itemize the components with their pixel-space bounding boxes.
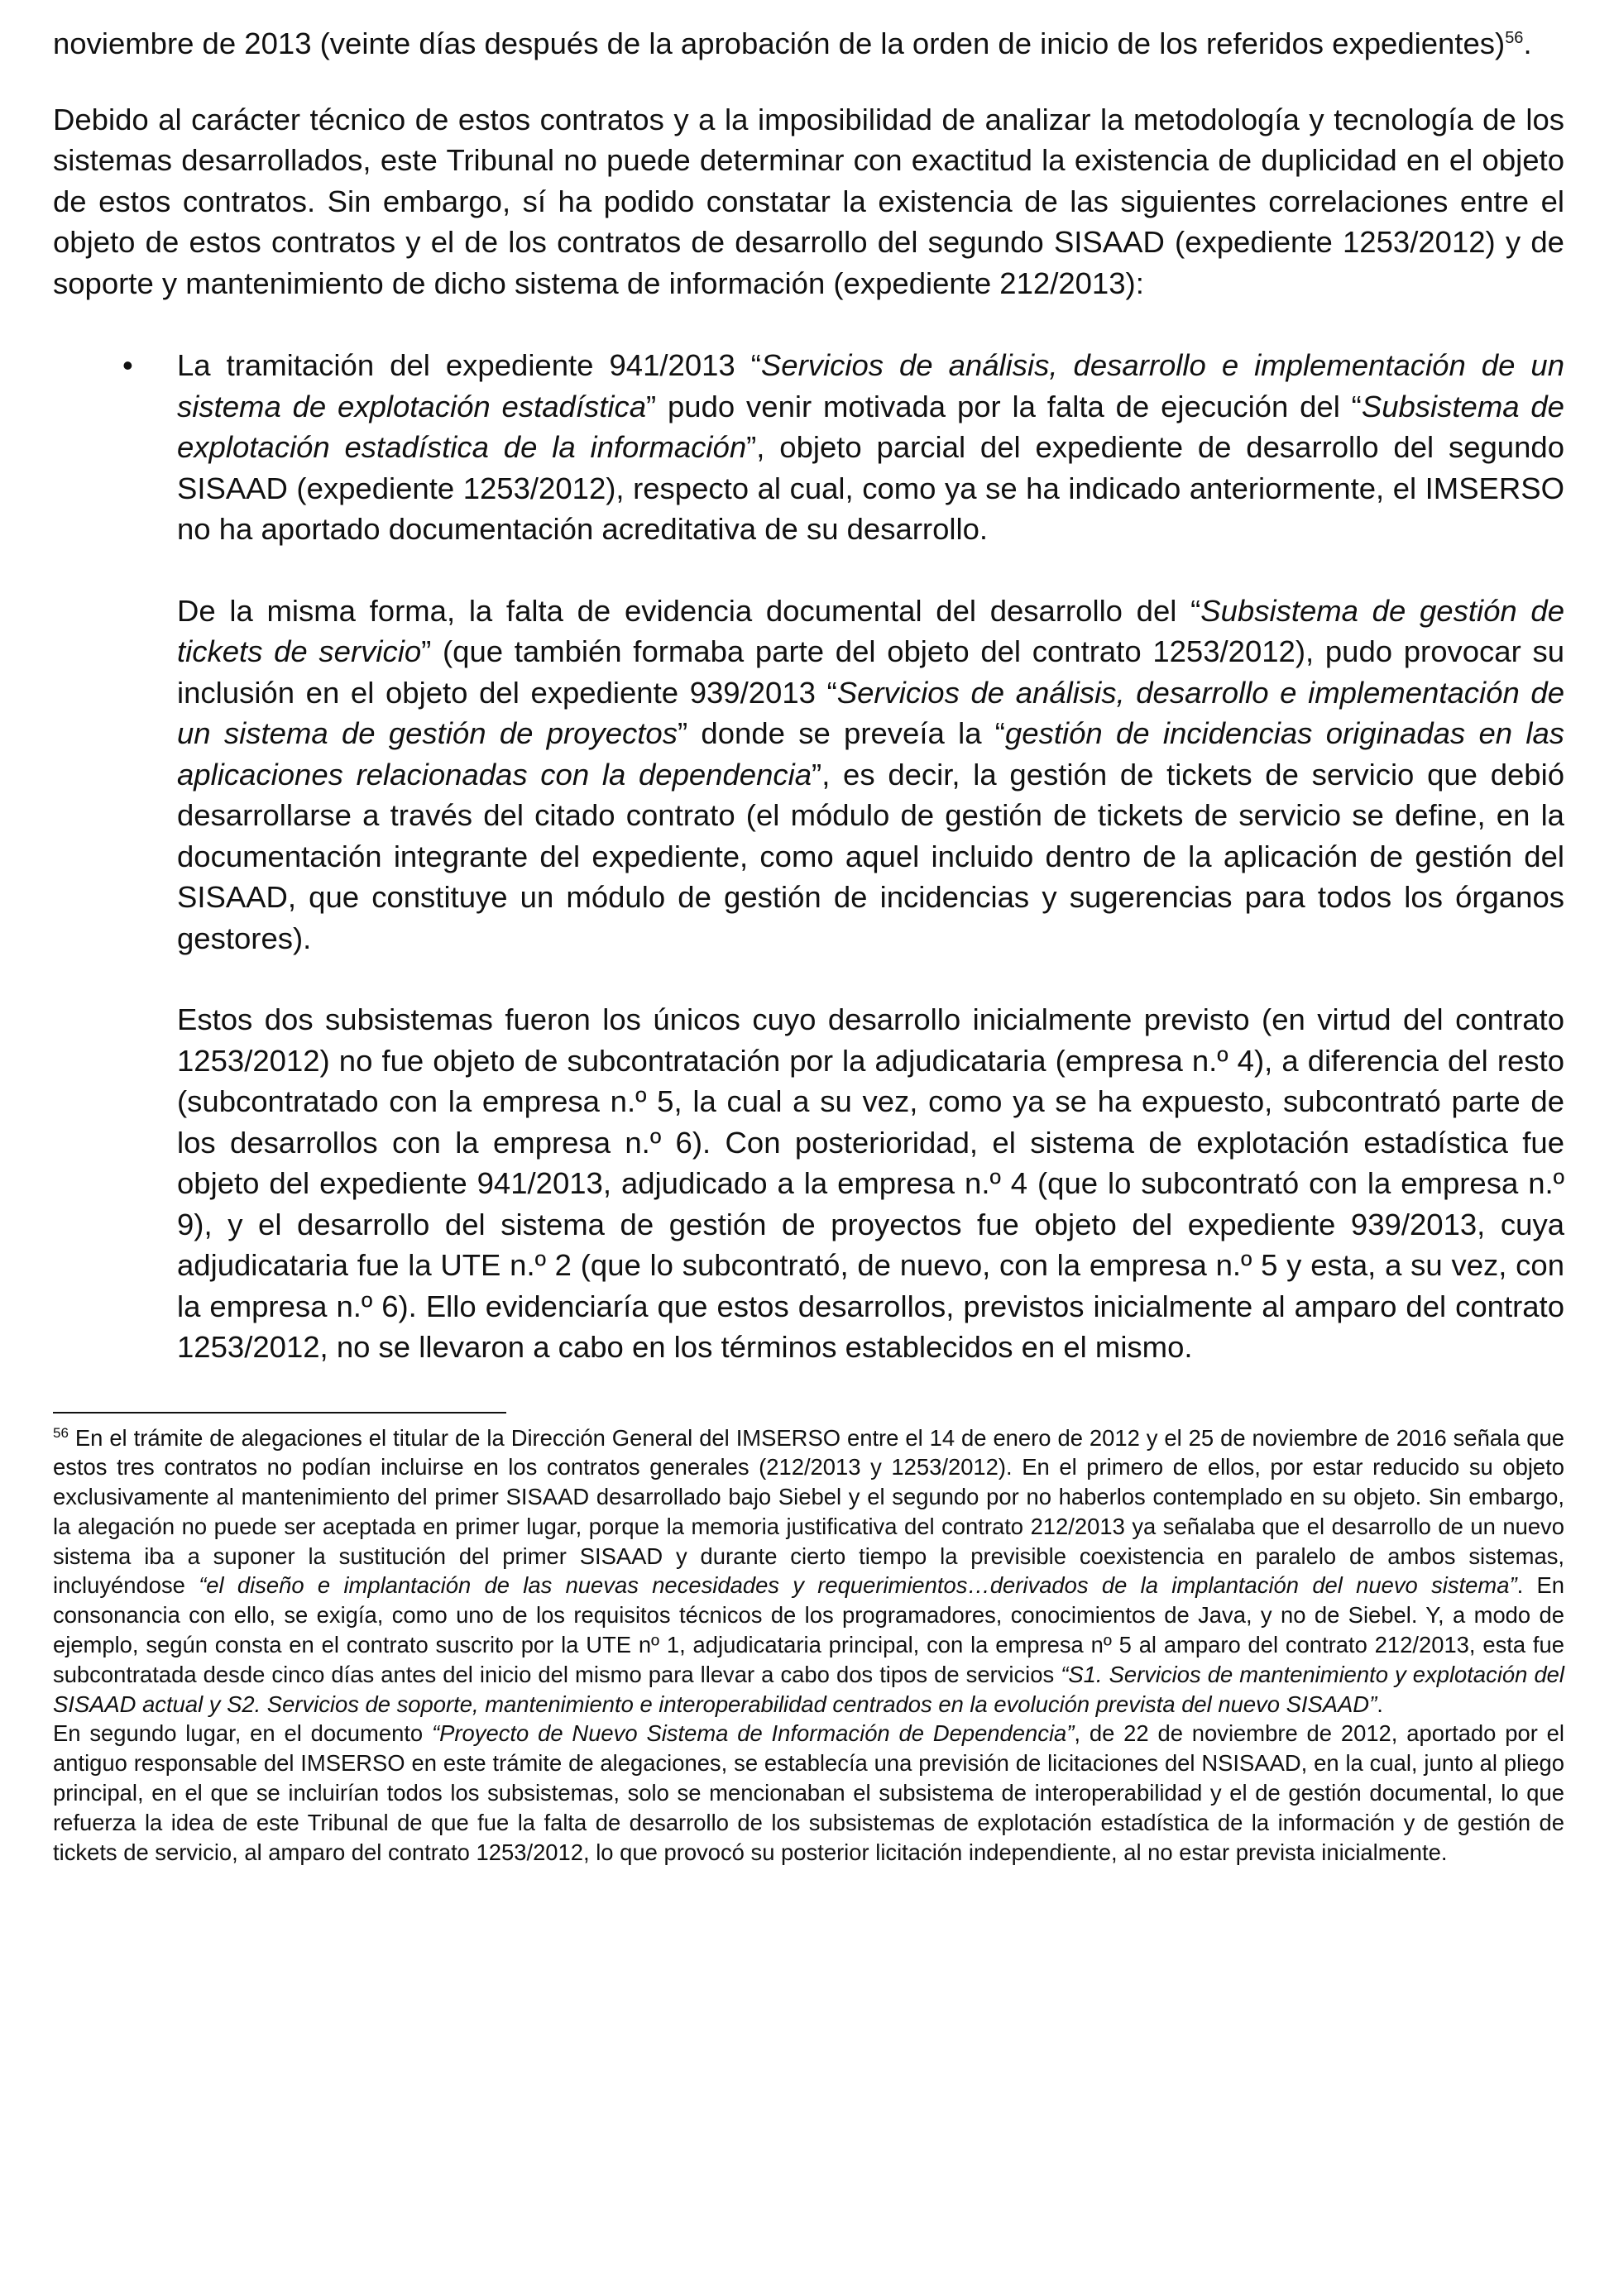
paragraph-end: .: [1523, 26, 1532, 60]
italic-run: Servicios de análisis, desarrollo e implementación de un sistema de gestión de proyectos: [177, 675, 1564, 750]
bullet-paragraph-3: Estos dos subsistemas fueron los únicos cuyo desarrollo inicialmente previsto (en virtud del contrato 1253/2012) no fue objeto de subcontratación por la adjudicataria (empresa n.º 4), a diferencia del resto (subcontratado con la empresa n.º 5, la cual a su vez, como ya se ha expuesto, subcontrató parte de los desarrollos con la empresa n.º 6). Con posterioridad, el sistema de explotación estadística fue objeto del expediente 941/2013, adjudicado a la empresa n.º 4 (que lo subcontrató con la empresa n.º 9), y el desarrollo del sistema de gestión de proyectos fue objeto del expediente 939/2013, cuya adjudicataria fue la UTE n.º 2 (que lo subcontrató, de nuevo, con la empresa n.º 5 y esta, a su vez, con la empresa n.º 6). Ello evidenciaría que estos desarrollos, previstos inicialmente al amparo del contrato 1253/2012, no se llevaron a cabo en los términos establecidos en el mismo.: [177, 1002, 1564, 1364]
italic-run: gestión de incidencias originadas en las aplicaciones relacionadas con la dependencia: [177, 716, 1564, 792]
bullet-paragraph-2: [177, 591, 1564, 959]
italic-run: “S1. Servicios de mantenimiento y explotación del SISAAD actual y S2. Servicios de soporte, mantenimiento e interoperabilidad centrados en la evolución prevista del nuevo SISAAD”: [53, 1661, 1565, 1717]
text-run: La tramitación del expediente 941/2013 “: [177, 348, 761, 382]
text-run: ” donde se preveía la “: [677, 716, 1005, 750]
text-run: En segundo lugar, en el documento: [53, 1720, 433, 1747]
footnote: [53, 1423, 1564, 1868]
text-run: ” (que también formaba parte del objeto del contrato 1253/2012), pudo provocar su inclusión en el objeto del expediente 939/2013 “: [177, 634, 1564, 710]
footnote-number: 56: [53, 1424, 69, 1441]
text-run: ”, objeto parcial del expediente de desarrollo del segundo SISAAD (expediente 1253/2012), respecto al cual, como ya se ha indicado anteriormente, el IMSERSO no ha aportado documentación acreditativa de su desarrollo.: [177, 430, 1564, 546]
italic-run: Subsistema de gestión de tickets de servicio: [177, 593, 1564, 668]
footnote-paragraph-1: [53, 1423, 1564, 1720]
bullet-icon: •: [122, 348, 133, 382]
footnote-separator: [53, 1412, 506, 1413]
paragraph-correlations: Debido al carácter técnico de estos contratos y a la imposibilidad de analizar la metodología y tecnología de los sistemas desarrollados, este Tribunal no puede determinar con exactitud la existencia de duplicidad en el objeto de estos contratos. Sin embargo, sí ha podido constatar la existencia de las siguientes correlaciones entre el objeto de estos contratos y el de los contratos de desarrollo del segundo SISAAD (expediente 1253/2012) y de soporte y mantenimiento de dicho sistema de información (expediente 212/2013):: [53, 102, 1564, 300]
text-run: ” pudo venir motivada por la falta de ejecución del “: [646, 389, 1362, 423]
text-run: ”, es decir, la gestión de tickets de servicio que debió desarrollarse a través del citado contrato (el módulo de gestión de tickets de servicio se define, en la documentación integrante del expediente, como aquel incluido dentro de la aplicación de gestión del SISAAD, que constituye un módulo de gestión de incidencias y sugerencias para todos los órganos gestores).: [177, 757, 1564, 955]
text-run: .: [1377, 1691, 1383, 1717]
italic-run: “Proyecto de Nuevo Sistema de Información de Dependencia”: [432, 1720, 1075, 1747]
bullet-paragraph-1: [177, 345, 1564, 550]
main-text: [53, 23, 1564, 1368]
italic-run: Servicios de análisis, desarrollo e implementación de un sistema de explotación estadística: [177, 348, 1565, 423]
text-run: . En consonancia con ello, se exigía, como uno de los requisitos técnicos de los programadores, conocimientos de Java, y no de Siebel. Y, a modo de ejemplo, según consta en el contrato suscrito por la UTE nº 1, adjudicataria principal, con la empresa nº 5 al amparo del contrato 212/2013, esta fue subcontratada desde cinco días antes del inicio del mismo para llevar a cabo dos tipos de servicios: [53, 1572, 1564, 1687]
footnote-reference[interactable]: 56: [1505, 28, 1524, 47]
text-run: De la misma forma, la falta de evidencia documental del desarrollo del “: [177, 593, 1201, 628]
italic-run: “el diseño e implantación de las nuevas necesidades y requerimientos…derivados de la implantación del nuevo sistema”: [199, 1572, 1517, 1599]
text-run: , de 22 de noviembre de 2012, aportado por el antiguo responsable del IMSERSO en este trámite de alegaciones, se establecía una previsión de licitaciones del NSISAAD, en la cual, junto al pliego principal, en el que se incluirían todos los subsistemas, solo se mencionaban el subsistema de interoperabilidad y el de gestión documental, lo que refuerza la idea de este Tribunal de que fue la falta de desarrollo de los subsistemas de explotación estadística de la información y de gestión de tickets de servicio, al amparo del contrato 1253/2012, lo que provocó su posterior licitación independiente, al no estar prevista inicialmente.: [53, 1720, 1564, 1865]
paragraph-text: noviembre de 2013 (veinte días después de la aprobación de la orden de inicio de los referidos expedientes): [53, 26, 1506, 60]
text-run: En el trámite de alegaciones el titular de la Dirección General del IMSERSO entre el 14 de enero de 2012 y el 25 de noviembre de 2016 señala que estos tres contratos no podían incluirse en los contratos generales (212/2013 y 1253/2012). En el primero de ellos, por estar reducido su objeto exclusivamente al mantenimiento del primer SISAAD desarrollado bajo Siebel y el segundo por no haberlos contemplado en su objeto. Sin embargo, la alegación no puede ser aceptada en primer lugar, porque la memoria justificativa del contrato 212/2013 ya señalaba que el desarrollo de un nuevo sistema iba a suponer la sustitución del primer SISAAD y durante cierto tiempo la previsible coexistencia en paralelo de ambos sistemas, incluyéndose: [53, 1424, 1564, 1599]
bullet-list: [53, 345, 1564, 1368]
italic-run: Subsistema de explotación estadística de la información: [177, 389, 1564, 464]
footnote-paragraph-2: [53, 1719, 1564, 1867]
paragraph-continuation: [53, 23, 1564, 65]
bullet-item: [53, 345, 1564, 1368]
